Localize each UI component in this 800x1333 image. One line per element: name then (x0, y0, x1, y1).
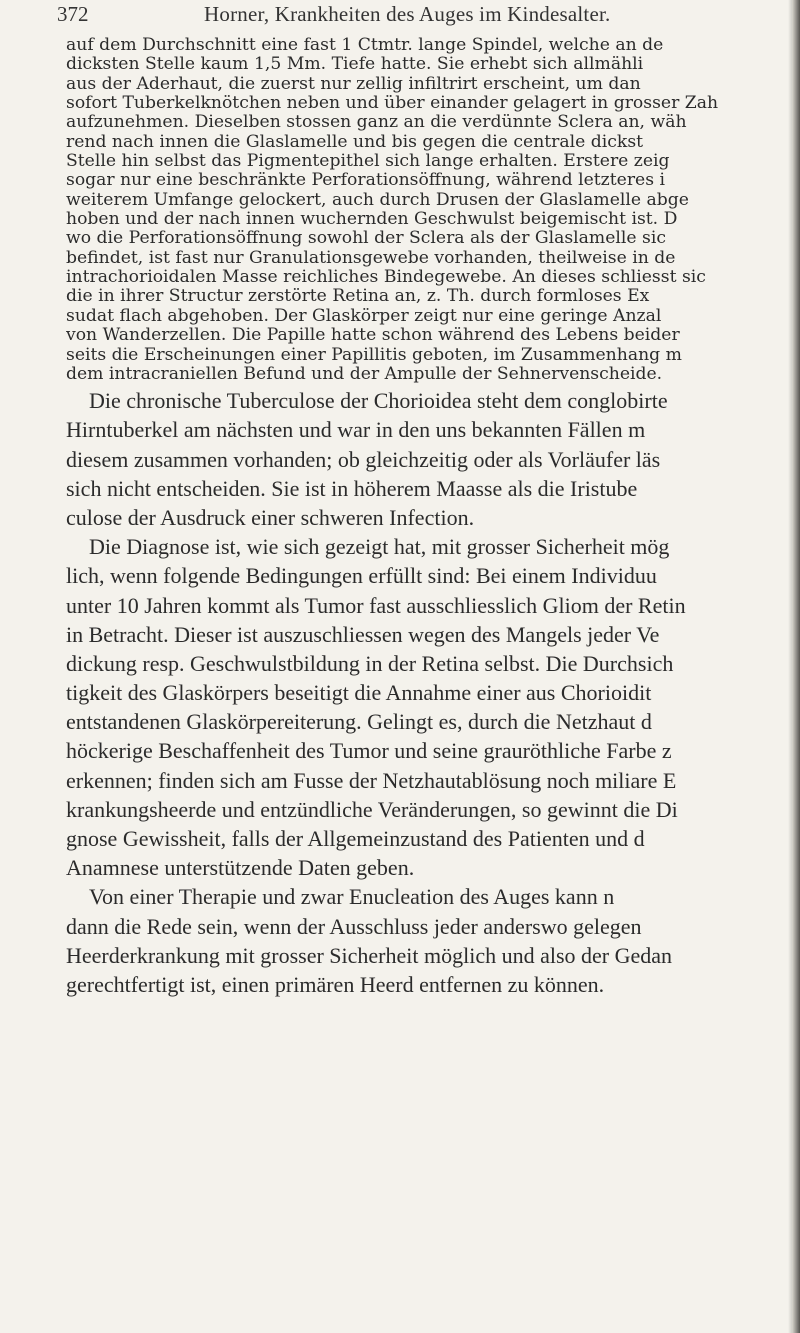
text-line: diesem zusammen vorhanden; ob gleichzeitig oder als Vorläufer läs (66, 446, 661, 472)
text-line: unter 10 Jahren kommt als Tumor fast ausschliesslich Gliom der Retin (66, 592, 686, 618)
text-line: weiterem Umfange gelockert, auch durch Drusen der Glaslamelle abge (66, 190, 689, 210)
text-line: Anamnese unterstützende Daten geben. (66, 855, 415, 881)
text-line: Die Diagnose ist, wie sich gezeigt hat, mit grosser Sicherheit mög (89, 534, 670, 560)
text-line: die in ihrer Structur zerstörte Retina an, z. Th. durch formloses Ex (66, 287, 650, 307)
text-line: dann die Rede sein, wenn der Ausschluss jeder anderswo gelegen (66, 913, 642, 939)
text-line: tigkeit des Glaskörpers beseitigt die Annahme einer aus Chorioidit (66, 680, 652, 706)
text-line: in Betracht. Dieser ist auszuschliessen wegen des Mangels jeder Ve (66, 621, 660, 647)
page-number: 372 (57, 2, 89, 26)
text-line: höckerige Beschaffenheit des Tumor und seine grauröthliche Farbe z (66, 738, 672, 764)
page-edge (792, 0, 800, 1333)
body-text (66, 36, 792, 1326)
text-line: von Wanderzellen. Die Papille hatte schon während des Lebens beider (66, 326, 680, 346)
text-line: entstandenen Glaskörpereiterung. Gelingt es, durch die Netzhaut d (66, 709, 652, 735)
running-title: Horner, Krankheiten des Auges im Kindesalter. (204, 2, 611, 26)
text-line: erkennen; finden sich am Fusse der Netzhautablösung noch miliare E (66, 767, 677, 793)
paragraph-tuberculosis (66, 386, 792, 532)
text-line: lich, wenn folgende Bedingungen erfüllt sind: Bei einem Individuu (66, 563, 657, 589)
text-line: intrachorioidalen Masse reichliches Bindegewebe. An dieses schliesst sic (66, 268, 706, 288)
text-line: sudat flach abgehoben. Der Glaskörper zeigt nur eine geringe Anzal (66, 306, 662, 326)
text-line: krankungsheerde und entzündliche Veränderungen, so gewinnt die Di (66, 796, 678, 822)
text-line: gnose Gewissheit, falls der Allgemeinzustand des Patienten und d (66, 826, 645, 851)
text-line: sich nicht entscheiden. Sie ist in höherem Maasse als die Iristube (66, 475, 638, 501)
text-line: Die chronische Tuberculose der Chorioidea steht dem conglobirte (89, 388, 668, 414)
text-line: gerechtfertigt ist, einen primären Heerd entfernen zu können. (66, 971, 605, 997)
text-line: Von einer Therapie und zwar Enucleation des Auges kann n (89, 884, 615, 910)
text-line: seits die Erscheinungen einer Papillitis geboten, im Zusammenhang m (66, 345, 682, 365)
page-header (57, 2, 777, 34)
text-line: dickung resp. Geschwulstbildung in der Retina selbst. Die Durchsich (66, 650, 674, 676)
text-line: befindet, ist fast nur Granulationsgewebe vorhanden, theilweise in de (66, 248, 676, 268)
text-line: sofort Tuberkelknötchen neben und über einander gelagert in grosser Zah (66, 94, 719, 114)
paragraph-therapy (66, 882, 792, 999)
text-line: rend nach innen die Glaslamelle und bis gegen die centrale dickst (66, 132, 644, 152)
text-line: culose der Ausdruck einer schweren Infection. (66, 504, 475, 530)
text-line: aus der Aderhaut, die zuerst nur zellig infiltrirt erscheint, um dan (66, 74, 641, 94)
text-line: hoben und der nach innen wuchernden Geschwulst beigemischt ist. D (66, 210, 678, 230)
text-line: Stelle hin selbst das Pigmentepithel sich lange erhalten. Erstere zeig (66, 152, 670, 172)
text-line: dicksten Stelle kaum 1,5 Mm. Tiefe hatte. Sie erhebt sich allmähli (66, 55, 644, 75)
text-line: sogar nur eine beschränkte Perforationsöffnung, während letzteres i (66, 171, 665, 191)
paragraph-diagnosis (66, 532, 792, 882)
text-line: Hirntuberkel am nächsten und war in den uns bekannten Fällen m (66, 417, 646, 443)
text-line: auf dem Durchschnitt eine fast 1 Ctmtr. lange Spindel, welche an de (66, 36, 664, 55)
paragraph-small-print (66, 36, 792, 384)
text-line: wo die Perforationsöffnung sowohl der Sclera als der Glaslamelle sic (66, 229, 666, 249)
text-line: Heerderkrankung mit grosser Sicherheit möglich und also der Gedan (66, 942, 673, 968)
text-line: aufzunehmen. Dieselben stossen ganz an die verdünnte Sclera an, wäh (66, 113, 687, 133)
text-line: dem intracraniellen Befund und der Ampulle der Sehnervenscheide. (66, 364, 663, 384)
